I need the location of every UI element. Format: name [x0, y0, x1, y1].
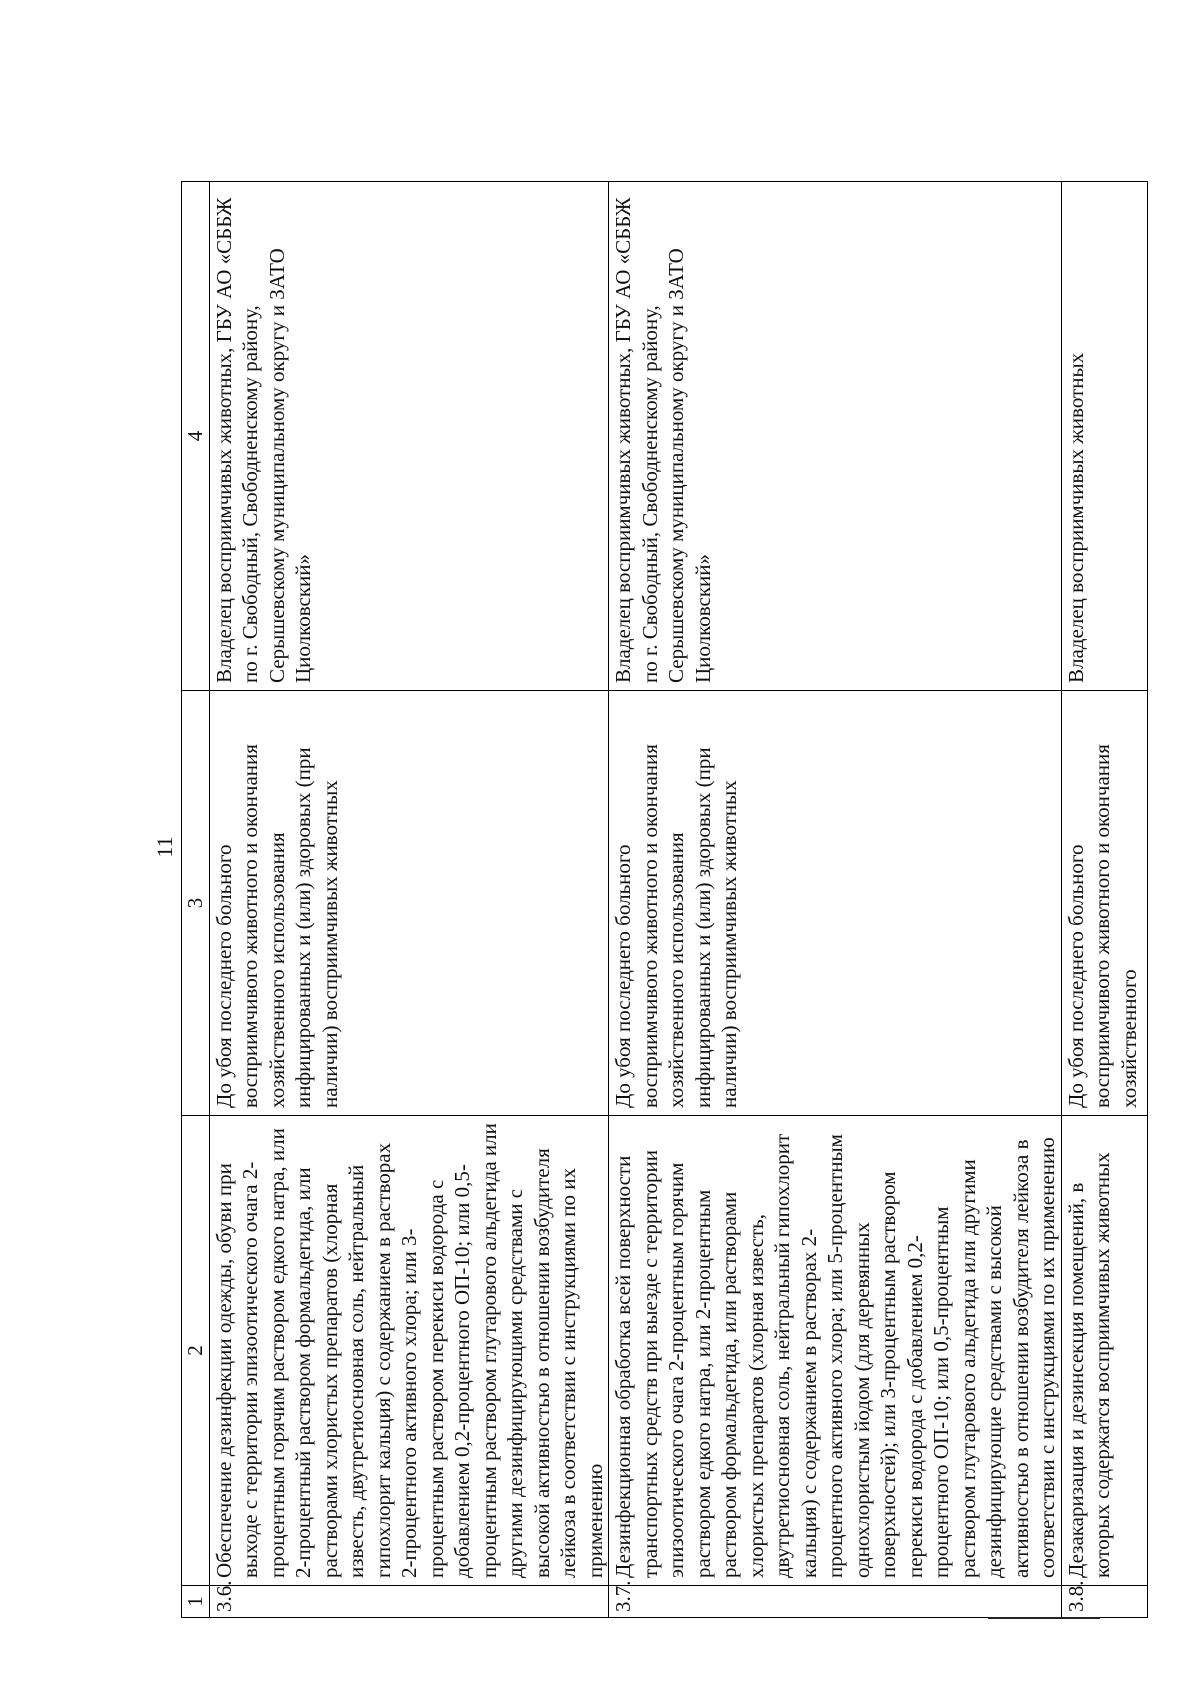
row-number: 3.8. [1061, 1586, 1147, 1618]
row-number: 3.7. [609, 1586, 1062, 1618]
term-cell: До убоя последнего больного восприимчивого животного и окончания хозяйственного [1061, 691, 1147, 1116]
term-cell: До убоя последнего больного восприимчивого животного и окончания хозяйственного использования инфицированных и (или) здоровых (при наличии) восприимчивых животных [209, 691, 609, 1116]
header-row [182, 182, 210, 1618]
measure-cell: Дезакаризация и дезинсекция помещений, в которых содержатся восприимчивых животных [1061, 1116, 1147, 1586]
responsible-cell: Владелец восприимчивых животных [1061, 182, 1147, 691]
table [181, 181, 1148, 1618]
measure-cell: Дезинфекционная обработка всей поверхности транспортных средств при выезде с территории эпизоотического очага 2-процентным горячим раствором едкого натра, или 2-процентным раствором формальдегида, или растворами хлористых препаратов (хлорная известь, двутретиосновная соль, нейтральный гипохлорит кальция) с содержанием в растворах 2-процентного активного хлора; или 5-процентным однохлористым йодом (для деревянных поверхностей); или 3-процентным раствором перекиси водорода с добавлением 0,2-процентного ОП-10; или 0,5-процентным раствором глутарового альдегида или другими дезинфицирующие средствами с высокой активностью в отношении возбудителя лейкоза в соответствии с инструкциями по их применению [609, 1116, 1062, 1586]
table-row [1061, 182, 1147, 1618]
footer-rule [988, 1617, 1100, 1619]
column-header-4: 4 [182, 182, 210, 691]
page-number: 11 [152, 836, 177, 858]
responsible-cell: Владелец восприимчивых животных, ГБУ АО «СББЖ по г. Свободный, Свободненскому району, Серышевскому муниципальному округу и ЗАТО Циолковский» [209, 182, 609, 691]
column-header-2: 2 [182, 1116, 210, 1586]
column-header-1: 1 [182, 1586, 210, 1618]
measures-table [181, 182, 1141, 1618]
column-header-3: 3 [182, 691, 210, 1116]
row-number: 3.6. [209, 1586, 609, 1618]
table-row [609, 182, 1062, 1618]
responsible-cell: Владелец восприимчивых животных, ГБУ АО «СББЖ по г. Свободный, Свободненскому району, Серышевскому муниципальному округу и ЗАТО Циолковский» [609, 182, 1062, 691]
measure-cell: Обеспечение дезинфекции одежды, обуви при выходе с территории эпизоотического очага 2-процентным горячим раствором едкого натра, или 2-процентный раствором формальдегида, или растворами хлористых препаратов (хлорная известь, двутретиосновная соль, нейтральный гипохлорит кальция) с содержанием в растворах 2-процентного активного хлора; или 3-процентным раствором перекиси водорода с добавлением 0,2-процентного ОП-10; или 0,5-процентным раствором глутарового альдегида или другими дезинфицирующими средствами с высокой активностью в отношении возбудителя лейкоза в соответствии с инструкциями по их применению [209, 1116, 609, 1586]
table-row [209, 182, 609, 1618]
term-cell: До убоя последнего больного восприимчивого животного и окончания хозяйственного использования инфицированных и (или) здоровых (при наличии) восприимчивых животных [609, 691, 1062, 1116]
